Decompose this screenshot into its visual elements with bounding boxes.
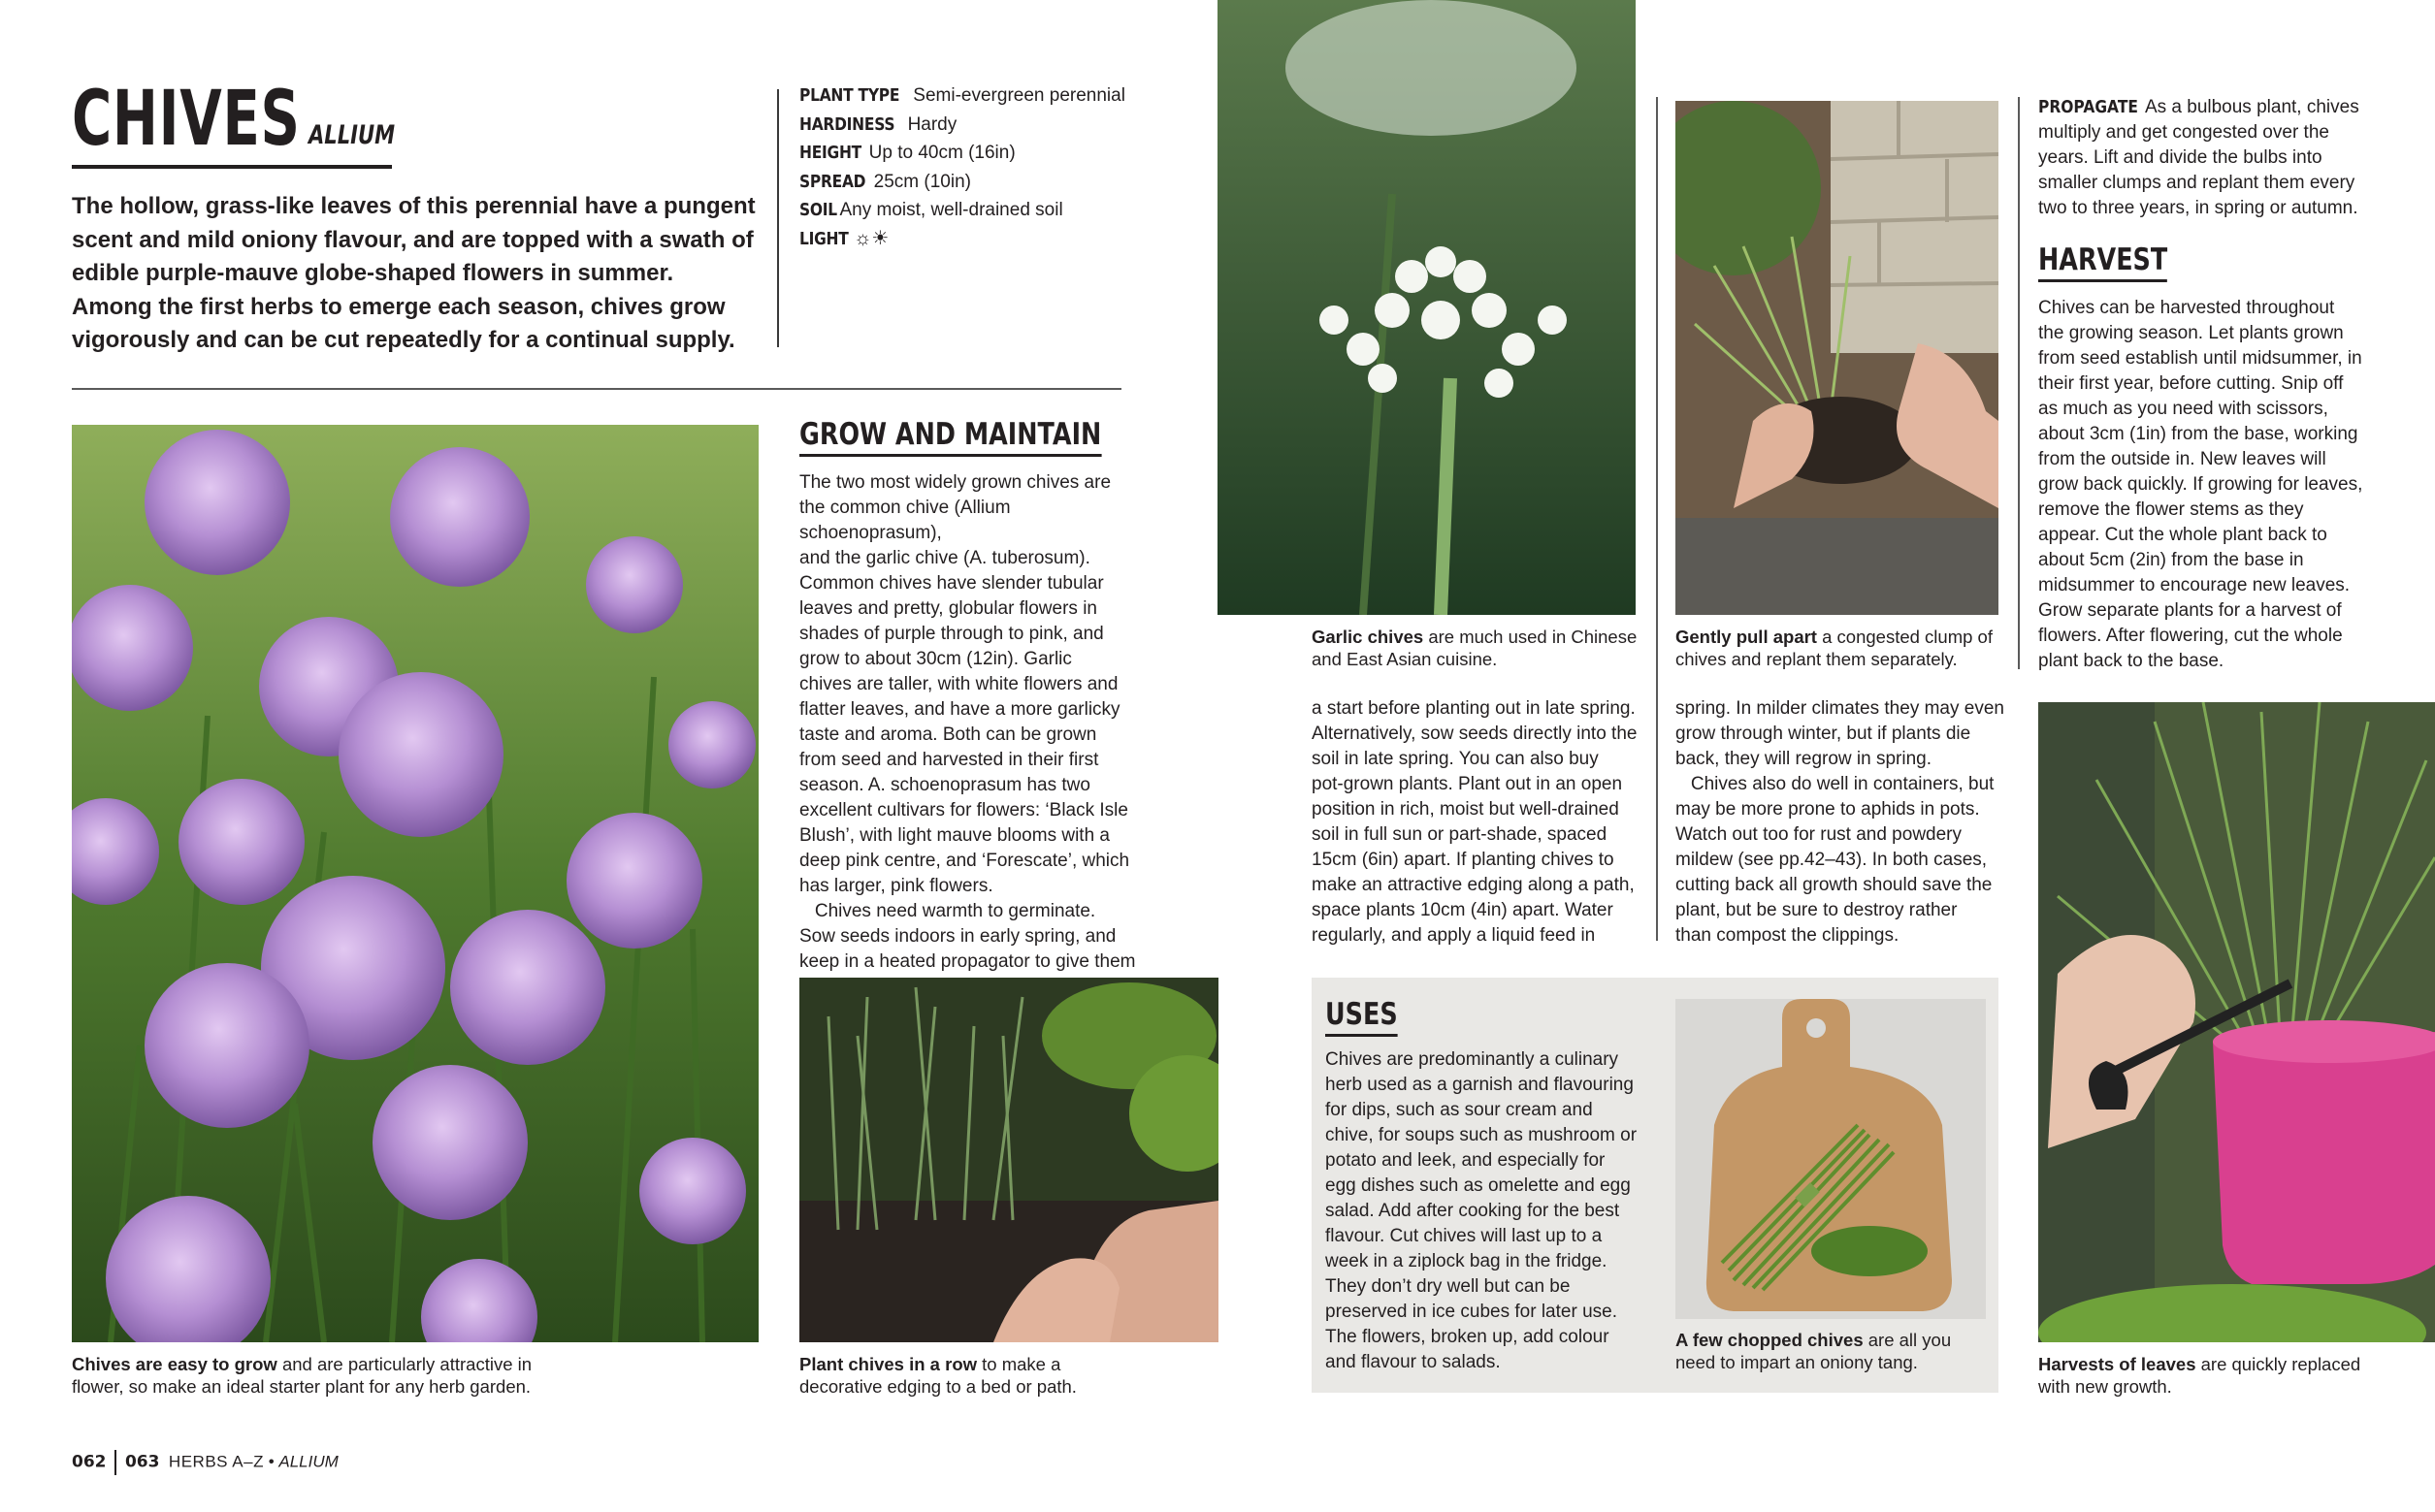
heading-harvest: HARVEST — [2038, 242, 2167, 282]
spec-spread: SPREAD 25cm (10in) — [799, 171, 971, 192]
photo-chopped-chives — [1675, 999, 1986, 1319]
dividing-clump-image — [1675, 101, 1998, 615]
harvest-text: Chives can be harvested throughout the growing season. Let plants grown from seed establish until midsummer, in their first year, before cutting. Snip off as much as you need with scissors, about 3cm (1in) from the base, working from the outside in. New leaves will grow back quickly. If growing for leaves, remove the flower stems as they appear. Cut the whole plant back to about 5cm (2in) from the base in midsummer to encourage new leaves. Grow separate plants for a harvest of flowers. After flowering, cut the whole plant back to the base. — [2038, 298, 2363, 671]
spec-light: LIGHT ☼☀ — [799, 227, 890, 249]
page-number-right: 063 — [124, 1452, 160, 1472]
footer-topic: ALLIUM — [278, 1452, 339, 1471]
latin-name: ALLIUM — [308, 120, 396, 150]
header-rule — [72, 388, 1121, 390]
footer-bullet: • — [268, 1452, 275, 1471]
spec-plant-type: PLANT TYPE Semi-evergreen perennial — [799, 85, 1125, 106]
spec-soil: SOIL Any moist, well-drained soil — [799, 200, 1063, 220]
heading-uses: USES — [1325, 997, 1398, 1037]
spec-hardiness: HARDINESS Hardy — [799, 113, 958, 135]
grow-paragraph-2: Chives need warmth to germinate. Sow seeds indoors in early spring, and keep in a heated propagator to give them — [799, 901, 1136, 972]
garlic-chives-image — [1218, 0, 1636, 615]
photo-harvest-pot — [2038, 702, 2435, 1342]
spec-panel — [799, 81, 1168, 253]
spec-divider — [777, 89, 779, 347]
title-block — [72, 76, 396, 169]
grow-paragraph-1: The two most widely grown chives are the common chive (Allium schoenoprasum), and the garlic chive (A. tuberosum). Common chives have slender tubular leaves and pretty, globular flowers in shades of purple through to pink, and grow to about 30cm (12in). Garlic chives are taller, with white flowers and flatter leaves, and have a more garlicky taste and aroma. Both can be grown from seed and harvested in their first season. A. schoenoprasum has two excellent cultivars for flowers: ‘Black Isle Blush’, with light mauve blooms with a deep pink centre, and ‘Forescate’, which has larger, pink flowers. — [799, 472, 1130, 896]
photo-dividing-clump — [1675, 101, 1998, 615]
footer-divider — [114, 1450, 116, 1475]
page-footer — [72, 1450, 339, 1475]
planting-row-image — [799, 978, 1218, 1342]
page-number-left: 062 — [72, 1452, 107, 1472]
caption-chopped-chives: A few chopped chives are all you need to impart an oniony tang. — [1675, 1330, 1952, 1372]
caption-harvest-pot: Harvests of leaves are quickly replaced with new growth. — [2038, 1354, 2361, 1397]
propagate-label: PROPAGATE — [2038, 97, 2138, 117]
grow-column-1 — [799, 470, 1149, 975]
uses-box — [1312, 978, 1998, 1393]
photo-chive-flowers — [72, 425, 759, 1342]
chive-flowers-image — [72, 425, 759, 1342]
caption-planting-row: Plant chives in a row to make a decorative edging to a bed or path. — [799, 1354, 1077, 1397]
propagate-text: PROPAGATE As a bulbous plant, chives multiply and get congested over the years. Lift and divide the bulbs into smaller clumps and replant them every two to three years, in spring or autumn. — [2038, 97, 2359, 218]
harvest-pot-image — [2038, 702, 2435, 1342]
page-title: CHIVES — [72, 76, 301, 163]
intro-text: The hollow, grass-like leaves of this perennial have a pungent scent and mild oniony flavour, and are topped with a swath of edible purple-mauve globe-shaped flowers in summer. Among the first herbs to emerge each season, chives grow vigorously and can be cut repeatedly for a continual supply. — [72, 193, 756, 353]
photo-planting-row — [799, 978, 1218, 1342]
photo-garlic-chives — [1218, 0, 1636, 615]
grow-column-3: spring. In milder climates they may even grow through winter, but if plants die back, they will regrow in spring. Chives also do well in containers, but may be more prone to aphids in pots. Watch out too for rust and powdery mildew (see pp.42–43). In both cases, cutting back all growth should save the plant, but be sure to destroy rather than compost the clippings. — [1675, 698, 2004, 946]
caption-dividing-clump: Gently pull apart a congested clump of chives and replant them separately. — [1675, 627, 1993, 669]
uses-text: Chives are predominantly a culinary herb used as a garnish and flavouring for dips, such as sour cream and chive, for soups such as mushroom or potato and leek, and especially for egg dishes such as omelette and egg salad. Add after cooking for the best flavour. Cut chives will last up to a week in a ziplock bag in the fridge. They don’t dry well but can be preserved in ice cubes for later use. The flowers, broken up, add colour and flavour to salads. — [1325, 1049, 1638, 1372]
light-sun-icons: ☼☀ — [854, 227, 890, 249]
grow-column-2: a start before planting out in late spring. Alternatively, sow seeds directly into the soil in late spring. You can also buy pot-grown plants. Plant out in an open position in rich, moist but well-drained soil in full sun or part-shade, spaced 15cm (6in) apart. If planting chives to make an attractive edging along a path, space plants 10cm (4in) apart. Water regularly, and apply a liquid feed in — [1312, 698, 1638, 946]
chopped-chives-image — [1675, 999, 1986, 1319]
heading-grow-maintain: GROW AND MAINTAIN — [799, 417, 1101, 457]
spec-height: HEIGHT Up to 40cm (16in) — [799, 143, 1016, 163]
column-divider-1 — [1656, 97, 1658, 941]
column-divider-2 — [2018, 97, 2020, 669]
caption-main-photo: Chives are easy to grow and are particularly attractive in flower, so make an ideal starter plant for any herb garden. — [72, 1354, 533, 1397]
caption-garlic-chives: Garlic chives are much used in Chinese and East Asian cuisine. — [1312, 627, 1638, 669]
footer-section: HERBS A–Z — [168, 1452, 264, 1471]
